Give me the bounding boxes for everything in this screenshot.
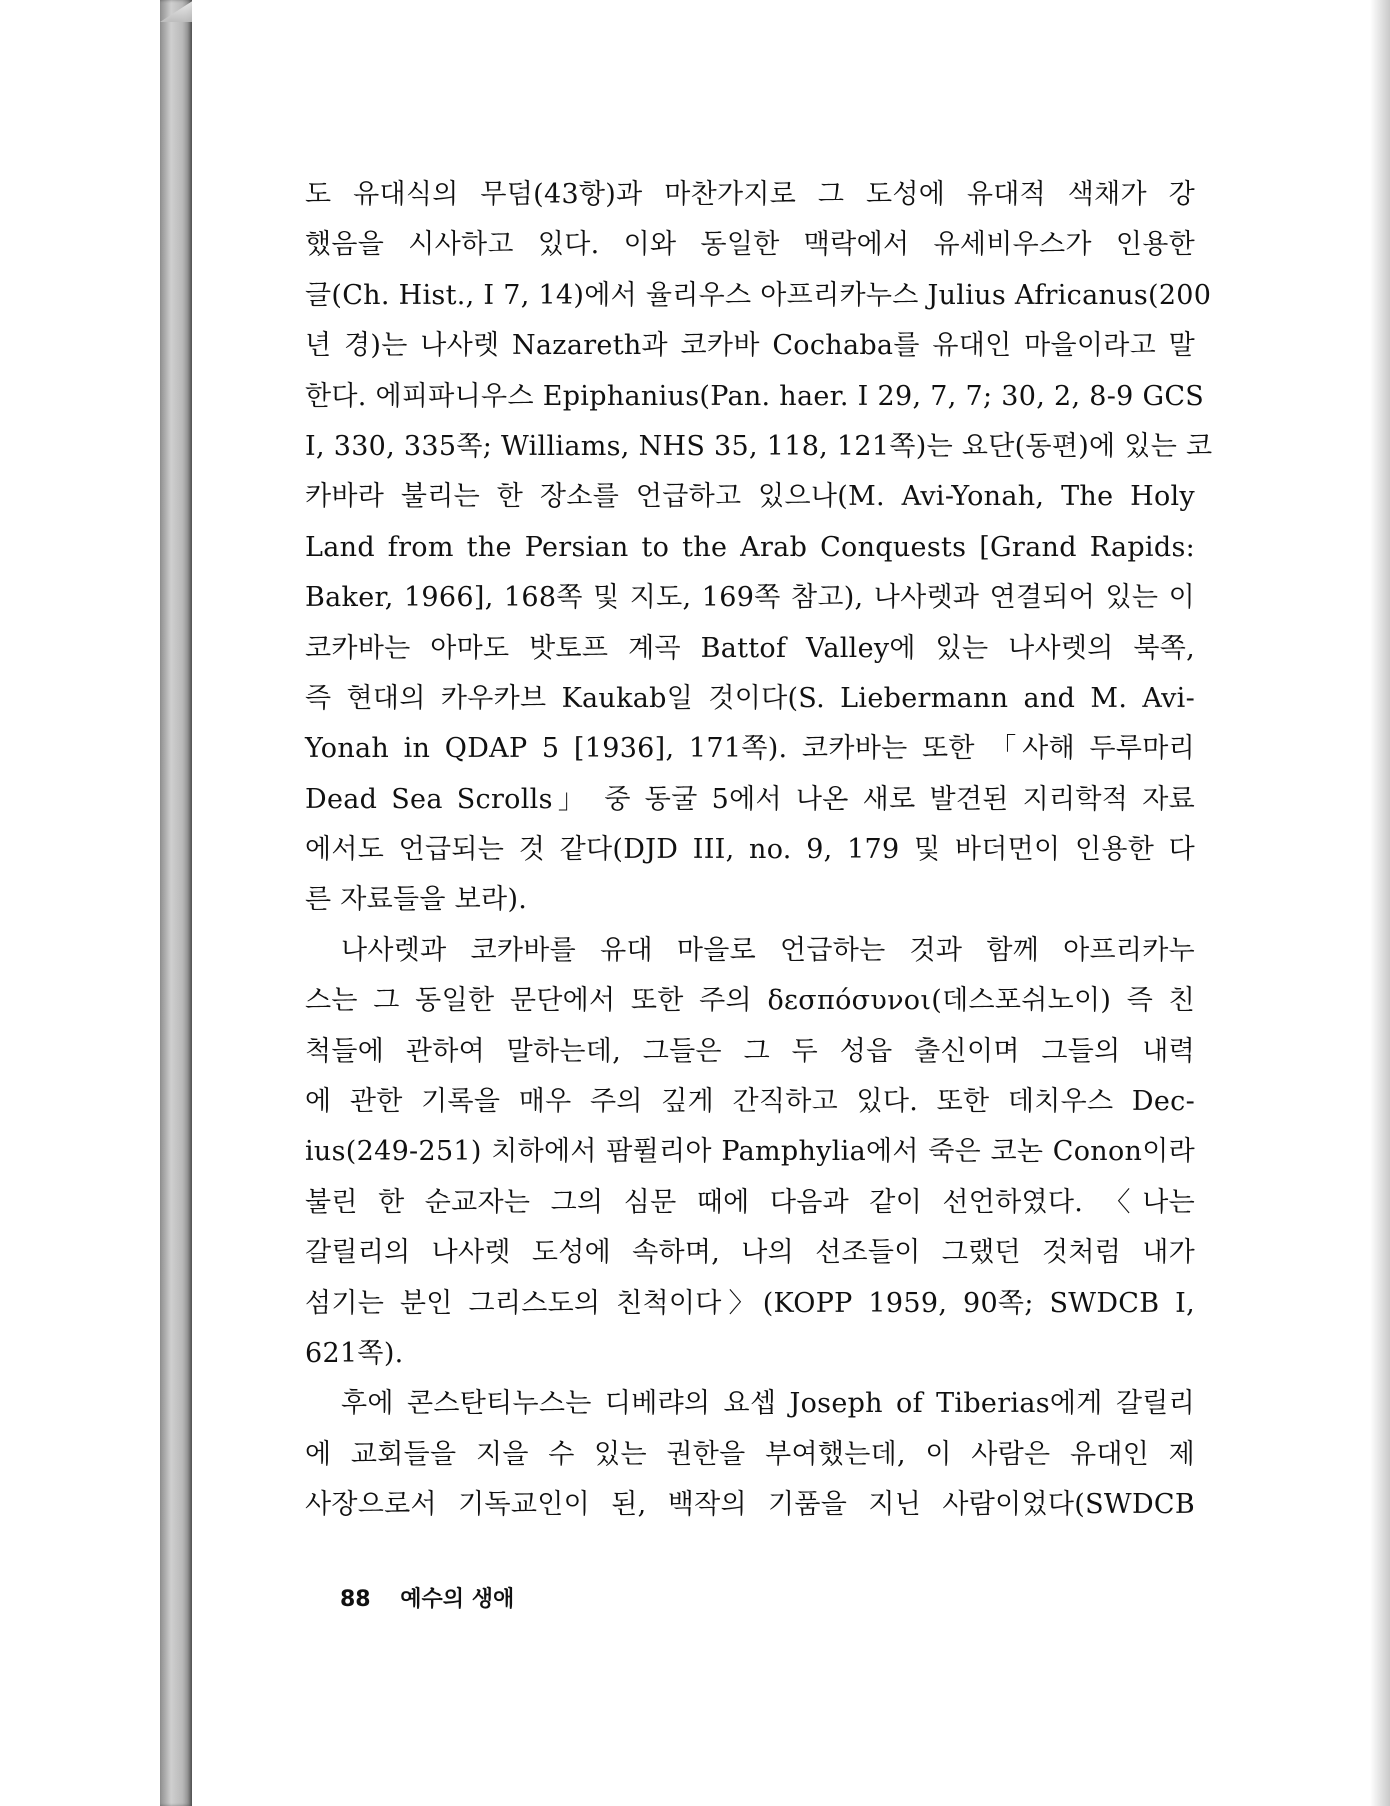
text-line: I, 330, 335쪽; Williams, NHS 35, 118, 121쪽)는 요단(동편)에 있는 코 bbox=[305, 430, 1213, 462]
text-line: 에 교회들을 지을 수 있는 권한을 부여했는데, 이 사람은 유대인 제 bbox=[305, 1438, 1195, 1470]
text-line: 코카바는 아마도 밧토프 계곡 Battof Valley에 있는 나사렛의 북쪽, bbox=[305, 632, 1195, 664]
book-spine bbox=[160, 0, 192, 1806]
page-footer bbox=[340, 1582, 514, 1613]
running-title: 예수의 생애 bbox=[400, 1587, 515, 1612]
text-line: 나사렛과 코카바를 유대 마을로 언급하는 것과 함께 아프리카누 bbox=[341, 934, 1195, 966]
text-line: 섬기는 분인 그리스도의 친척이다〉(KOPP 1959, 90쪽; SWDCB I, bbox=[305, 1287, 1195, 1319]
body-text bbox=[305, 170, 1213, 1531]
text-line: 척들에 관하여 말하는데, 그들은 그 두 성읍 출신이며 그들의 내력 bbox=[305, 1035, 1195, 1067]
text-line: 스는 그 동일한 문단에서 또한 주의 δεσπόσυνοι(데스포쉬노이) 즉 친 bbox=[305, 985, 1195, 1017]
text-line: 른 자료들을 보라). bbox=[305, 884, 528, 916]
text-line: 사장으로서 기독교인이 된, 백작의 기품을 지닌 사람이었다(SWDCB bbox=[305, 1489, 1195, 1521]
text-line: 에서도 언급되는 것 같다(DJD III, no. 9, 179 및 바더먼이 인용한 다 bbox=[305, 834, 1195, 866]
text-line: 에 관한 기록을 매우 주의 깊게 간직하고 있다. 또한 데치우스 Dec- bbox=[305, 1086, 1195, 1118]
text-line: 후에 콘스탄티누스는 디베랴의 요셉 Joseph of Tiberias에게 갈릴리 bbox=[341, 1388, 1195, 1420]
text-line: 년 경)는 나사렛 Nazareth과 코카바 Cochaba를 유대인 마을이라고 말 bbox=[305, 330, 1195, 362]
text-line: 도 유대식의 무덤(43항)과 마찬가지로 그 도성에 유대적 색채가 강 bbox=[305, 179, 1195, 210]
text-line: Dead Sea Scrolls」 중 동굴 5에서 나온 새로 발견된 지리학적 자료 bbox=[305, 783, 1195, 815]
page-number: 88 bbox=[340, 1587, 371, 1612]
text-line: ius(249-251) 치하에서 팜퓔리아 Pamphylia에서 죽은 코논 Conon이라 bbox=[305, 1136, 1195, 1168]
text-line: Land from the Persian to the Arab Conquests [Grand Rapids: bbox=[305, 531, 1195, 563]
text-line: 불린 한 순교자는 그의 심문 때에 다음과 같이 선언하였다. 〈나는 bbox=[305, 1186, 1195, 1218]
text-line: Yonah in QDAP 5 [1936], 171쪽). 코카바는 또한 「사해 두루마리 bbox=[305, 733, 1195, 765]
page-right-edge bbox=[1370, 0, 1390, 1806]
text-line: Baker, 1966], 168쪽 및 지도, 169쪽 참고), 나사렛과 연결되어 있는 이 bbox=[305, 582, 1195, 614]
text-line: 갈릴리의 나사렛 도성에 속하며, 나의 선조들이 그랬던 것처럼 내가 bbox=[305, 1237, 1195, 1269]
text-line: 즉 현대의 카우카브 Kaukab일 것이다(S. Liebermann and M. Avi- bbox=[305, 682, 1195, 714]
text-line: 했음을 시사하고 있다. 이와 동일한 맥락에서 유세비우스가 인용한 bbox=[305, 229, 1195, 261]
text-line: 621쪽). bbox=[305, 1337, 404, 1369]
text-line: 글(Ch. Hist., I 7, 14)에서 율리우스 아프리카누스 Julius Africanus(200 bbox=[305, 279, 1212, 311]
text-line: 카바라 불리는 한 장소를 언급하고 있으나(M. Avi-Yonah, The Holy bbox=[305, 481, 1195, 513]
text-line: 한다. 에피파니우스 Epiphanius(Pan. haer. I 29, 7, 7; 30, 2, 8-9 GCS bbox=[305, 380, 1205, 412]
